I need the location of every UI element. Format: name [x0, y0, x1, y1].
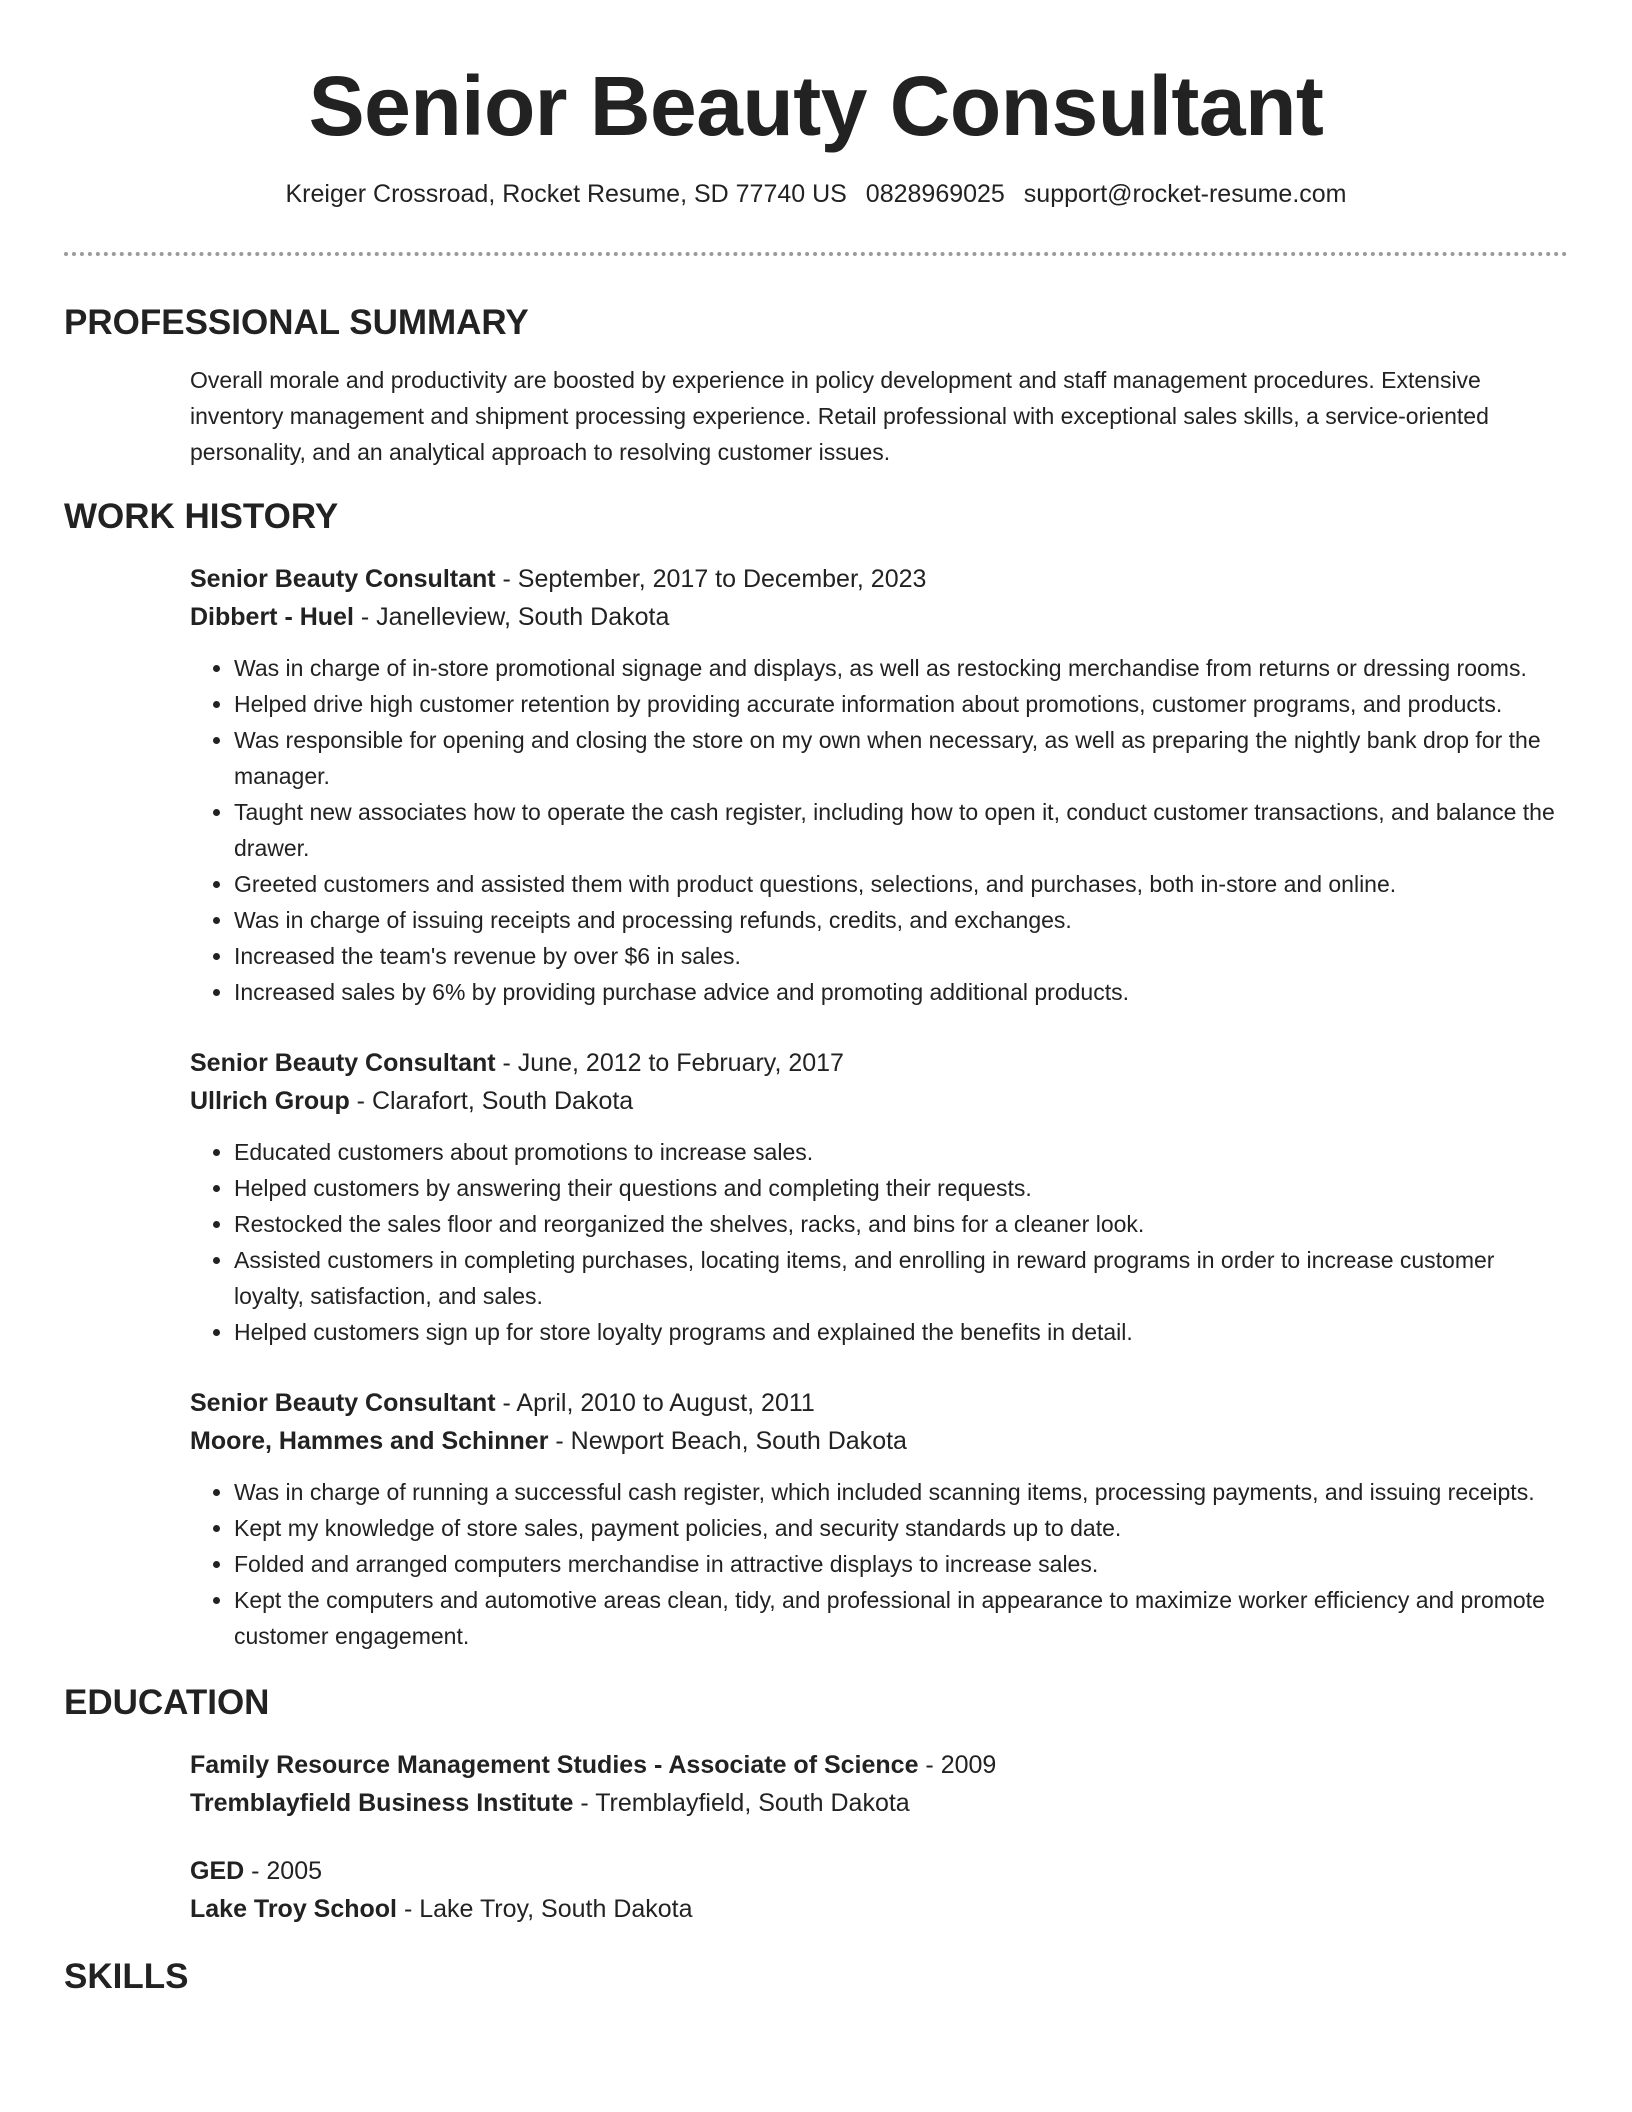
job-dates: - September, 2017 to December, 2023 [495, 565, 927, 593]
job-entry [190, 1044, 1568, 1350]
section-title-summary: PROFESSIONAL SUMMARY [64, 303, 529, 342]
contact-phone: 0828969025 [865, 180, 1005, 208]
job-entry [190, 560, 1568, 1010]
job-bullet: • Increased the team's revenue by over $6 in sales. [234, 938, 1568, 974]
job-bullet: • Helped drive high customer retention by providing accurate information about promotions, customer programs, and products. [234, 686, 1568, 722]
job-title-line [190, 1384, 1568, 1422]
job-bullet: • Was in charge of issuing receipts and processing refunds, credits, and exchanges. [234, 902, 1568, 938]
job-bullet: • Educated customers about promotions to increase sales. [234, 1134, 1568, 1170]
education-location: - Tremblayfield, South Dakota [573, 1789, 910, 1817]
job-company: Dibbert - Huel [190, 603, 354, 631]
job-bullet: • Assisted customers in completing purchases, locating items, and enrolling in reward programs in order to increase customer loyalty, satisfaction, and sales. [234, 1242, 1568, 1314]
job-location: - Janelleview, South Dakota [353, 603, 670, 631]
resume-name: Senior Beauty Consultant [308, 59, 1324, 153]
education-entry [190, 1852, 1568, 1928]
education-year: - 2005 [244, 1857, 323, 1885]
summary-section [190, 362, 1568, 470]
contact-email: support@rocket-resume.com [1023, 180, 1347, 208]
job-bullet: • Helped customers by answering their questions and completing their requests. [234, 1170, 1568, 1206]
resume-page [64, 0, 1568, 1998]
education-degree-line [190, 1746, 1568, 1784]
job-bullet: • Greeted customers and assisted them with product questions, selections, and purchases, both in-store and online. [234, 866, 1568, 902]
job-bullet: • Was responsible for opening and closing the store on my own when necessary, as well as preparing the nightly bank drop for the manager. [234, 722, 1568, 794]
job-company-line [190, 1082, 1568, 1120]
education-location: - Lake Troy, South Dakota [397, 1895, 693, 1923]
job-company-line [190, 1422, 1568, 1460]
job-bullet: • Helped customers sign up for store loyalty programs and explained the benefits in detail. [234, 1314, 1568, 1350]
education-school: Lake Troy School [190, 1895, 398, 1923]
education-school: Tremblayfield Business Institute [190, 1789, 574, 1817]
education-degree: Family Resource Management Studies - Associate of Science [190, 1751, 919, 1779]
job-company-line [190, 598, 1568, 636]
section-title-skills: SKILLS [64, 1957, 189, 1996]
job-bullet: • Restocked the sales floor and reorganized the shelves, racks, and bins for a cleaner look. [234, 1206, 1568, 1242]
summary-text: Overall morale and productivity are boosted by experience in policy development and staff management procedures. Extensive inventory management and shipment processing experience. Retail professional with exceptional sales skills, a service-oriented personality, and an analytical approach to resolving customer issues. [190, 367, 1489, 465]
job-bullet: • Kept my knowledge of store sales, payment policies, and security standards up to date. [234, 1510, 1568, 1546]
education-section [190, 1746, 1568, 1928]
job-bullet: • Was in charge of running a successful cash register, which included scanning items, processing payments, and issuing receipts. [234, 1474, 1568, 1510]
job-location: - Clarafort, South Dakota [349, 1087, 634, 1115]
work-history-section [190, 560, 1568, 1654]
section-title-education: EDUCATION [64, 1683, 270, 1722]
job-entry [190, 1384, 1568, 1654]
job-bullet: • Increased sales by 6% by providing purchase advice and promoting additional products. [234, 974, 1568, 1010]
header-divider [64, 252, 1568, 256]
job-dates: - June, 2012 to February, 2017 [495, 1049, 844, 1077]
job-company: Ullrich Group [190, 1087, 350, 1115]
job-bullet-list [190, 1134, 1568, 1350]
education-degree-line [190, 1852, 1568, 1890]
job-role: Senior Beauty Consultant [190, 565, 496, 593]
job-role: Senior Beauty Consultant [190, 1049, 496, 1077]
contact-address: Kreiger Crossroad, Rocket Resume, SD 77740 US [285, 180, 847, 208]
job-bullet: • Was in charge of in-store promotional signage and displays, as well as restocking merchandise from returns or dressing rooms. [234, 650, 1568, 686]
job-bullet-list [190, 1474, 1568, 1654]
contact-line [64, 178, 1568, 210]
education-year: - 2009 [918, 1751, 997, 1779]
job-role: Senior Beauty Consultant [190, 1389, 496, 1417]
job-location: - Newport Beach, South Dakota [548, 1427, 907, 1455]
education-entry [190, 1746, 1568, 1822]
education-school-line [190, 1784, 1568, 1822]
job-bullet-list [190, 650, 1568, 1010]
job-company: Moore, Hammes and Schinner [190, 1427, 549, 1455]
job-title-line [190, 560, 1568, 598]
education-degree: GED [190, 1857, 245, 1885]
job-bullet: • Taught new associates how to operate the cash register, including how to open it, conduct customer transactions, and balance the drawer. [234, 794, 1568, 866]
education-school-line [190, 1890, 1568, 1928]
job-dates: - April, 2010 to August, 2011 [495, 1389, 815, 1417]
job-title-line [190, 1044, 1568, 1082]
section-title-work-history: WORK HISTORY [64, 497, 339, 536]
job-bullet: • Folded and arranged computers merchandise in attractive displays to increase sales. [234, 1546, 1568, 1582]
job-bullet: • Kept the computers and automotive areas clean, tidy, and professional in appearance to maximize worker efficiency and promote customer engagement. [234, 1582, 1568, 1654]
